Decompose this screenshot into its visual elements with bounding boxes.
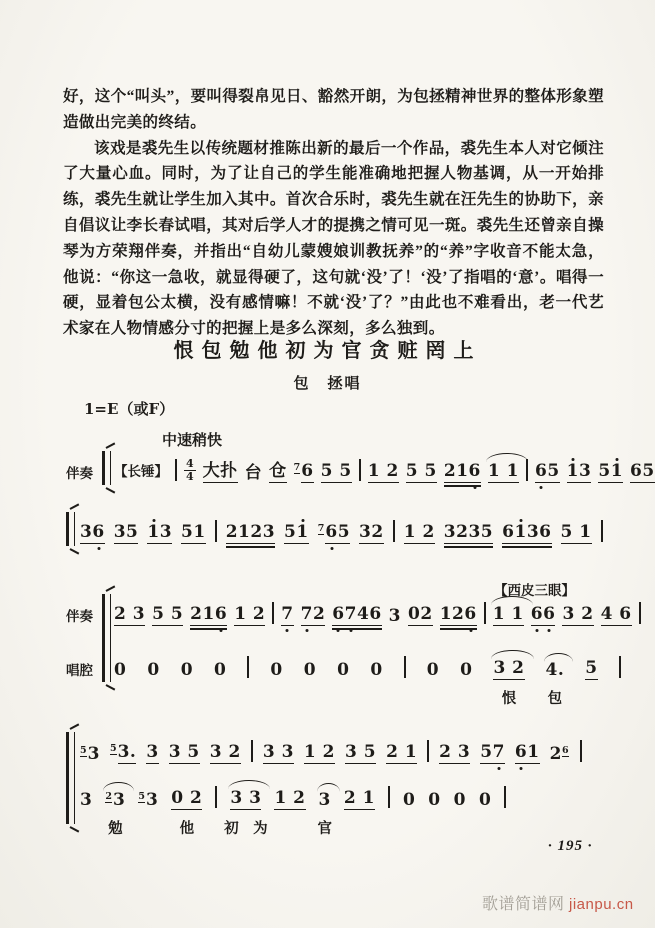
note-group: 0 bbox=[402, 790, 416, 810]
key-signature: 1=E（或F） bbox=[84, 400, 175, 418]
note-group: 4 6 bbox=[601, 606, 632, 626]
slur-arc bbox=[544, 653, 574, 662]
lyric-syllable: 他 bbox=[179, 821, 195, 837]
watermark-site-url: jianpu.cn bbox=[569, 896, 634, 913]
note-group: 5 1 bbox=[561, 524, 592, 544]
lyric-syllable: 官 bbox=[317, 821, 332, 837]
page-number: · 195 · bbox=[548, 838, 593, 854]
slur-arc bbox=[103, 782, 134, 791]
time-signature: 4 4 bbox=[186, 456, 194, 483]
note-group: 0 bbox=[428, 790, 441, 810]
barline bbox=[388, 786, 390, 808]
grace-note: 7 bbox=[293, 461, 301, 473]
note-group: 4. 包 bbox=[546, 662, 565, 680]
barline bbox=[175, 459, 177, 481]
note-group: 216 bbox=[190, 606, 227, 626]
note-group: 6 7 46 bbox=[332, 606, 381, 626]
grace-note: 7 bbox=[317, 522, 325, 534]
grace-note: 6 bbox=[561, 745, 569, 756]
staff-row bbox=[80, 738, 582, 764]
note-group: 0 bbox=[303, 660, 317, 680]
octave-dot-low bbox=[305, 629, 308, 632]
note-group: 5 5 bbox=[406, 463, 437, 483]
octave-dot-high bbox=[301, 519, 304, 522]
note-group: 32 bbox=[359, 524, 384, 544]
note-group: 1 2 bbox=[304, 744, 335, 764]
note-group: 1 2 bbox=[234, 606, 265, 626]
staff-row-伴奏 bbox=[114, 457, 655, 483]
note-group: 51 bbox=[181, 524, 206, 544]
note-group: 2 1 bbox=[386, 744, 417, 764]
note-group: $2^6$ bbox=[549, 744, 569, 764]
note-group: 3 bbox=[80, 790, 93, 810]
lyric-syllable: 包 bbox=[547, 691, 563, 707]
note-group: 0 bbox=[370, 660, 383, 680]
octave-dot-low bbox=[97, 547, 100, 550]
staff-label: 伴奏 bbox=[66, 466, 93, 481]
note-group: 0 bbox=[214, 660, 227, 680]
staff-row bbox=[80, 518, 603, 544]
octave-dot-high bbox=[571, 458, 574, 461]
system-bracket bbox=[66, 512, 75, 546]
octave-dot-high bbox=[519, 519, 522, 522]
note-group: 216 bbox=[444, 463, 481, 483]
note-group: 6 5 bbox=[535, 463, 560, 483]
note-group: 2 3 bbox=[114, 606, 145, 626]
barline bbox=[639, 602, 641, 624]
note-group: 0 bbox=[460, 660, 473, 680]
note-group: 02 bbox=[408, 606, 433, 626]
percussion-pattern-tag: 【长锤】 bbox=[114, 464, 168, 479]
note-group: $^5$3. bbox=[110, 743, 136, 764]
note-group: 2 1 bbox=[344, 790, 375, 810]
note-group: 3 5 bbox=[345, 744, 376, 764]
song-title: 恨包勉他初为官贪赃罔上 bbox=[173, 340, 482, 362]
barline bbox=[526, 459, 528, 481]
note-group: 3 2 bbox=[562, 606, 593, 626]
barline bbox=[215, 786, 217, 808]
staff-label: 伴奏 bbox=[66, 609, 93, 624]
note-group: 3 3 bbox=[263, 744, 294, 764]
note-group: 36 bbox=[80, 524, 105, 544]
note-group: 1 2 bbox=[274, 790, 305, 810]
note-group: 126 bbox=[440, 606, 477, 626]
octave-dot-low bbox=[473, 486, 476, 489]
octave-dot-low bbox=[535, 629, 538, 632]
barline bbox=[404, 656, 406, 678]
note-group: 仓 bbox=[269, 463, 287, 483]
grace-note: 5 bbox=[80, 745, 87, 756]
note-group: 台 bbox=[244, 463, 263, 483]
system-bracket bbox=[102, 594, 111, 682]
barline bbox=[393, 520, 395, 542]
barline bbox=[484, 602, 486, 624]
note-group: 3 bbox=[388, 606, 402, 626]
note-group: 57 bbox=[480, 744, 505, 764]
note-group: 51 bbox=[284, 524, 309, 544]
note-group: 35 bbox=[114, 524, 139, 544]
tempo-marking: 中速稍快 bbox=[162, 433, 223, 449]
barline bbox=[580, 740, 582, 762]
note-group: 3 5 bbox=[169, 744, 200, 764]
octave-dot-low bbox=[286, 629, 289, 632]
note-group: 1 3 bbox=[567, 463, 592, 483]
barline bbox=[251, 740, 253, 762]
note-group: $^5$3 bbox=[138, 790, 159, 810]
note-group: 3 官 bbox=[319, 792, 331, 810]
barline bbox=[427, 740, 429, 762]
note-group: $^7$6 bbox=[294, 462, 314, 483]
banshi-tag: 【西皮三眼】 bbox=[494, 583, 575, 598]
grace-note: 5 bbox=[138, 791, 145, 802]
note-group: 3 2 bbox=[210, 744, 241, 764]
note-group: $^7$6 5 bbox=[318, 523, 350, 544]
lyric-syllable: 恨 bbox=[501, 691, 517, 707]
note-group: 0 bbox=[337, 660, 350, 680]
barline bbox=[601, 520, 603, 542]
barline bbox=[247, 656, 249, 678]
note-group: 0 bbox=[114, 660, 127, 680]
singer-credit: 包 拯唱 bbox=[293, 376, 362, 392]
octave-dot-low bbox=[520, 767, 523, 770]
octave-dot-low bbox=[497, 767, 500, 770]
watermark-site-name: 歌谱简谱网 bbox=[482, 896, 565, 913]
note-group: 0 bbox=[270, 660, 283, 680]
note-group: 5 5 bbox=[152, 606, 183, 626]
note-group: 2 3 bbox=[439, 744, 470, 764]
note-group: 3 3 初 为 bbox=[230, 790, 261, 810]
barline bbox=[272, 602, 274, 624]
note-group: 3235 bbox=[444, 524, 493, 544]
score bbox=[66, 452, 655, 842]
staff-label: 唱腔 bbox=[66, 663, 93, 678]
lyric-syllable: 勉 bbox=[108, 821, 123, 837]
staff-row-唱腔 bbox=[114, 654, 621, 707]
slur-arc bbox=[228, 780, 270, 789]
note-group: 0 2 他 bbox=[171, 787, 203, 837]
note-group: $^2$3 勉 bbox=[105, 791, 125, 810]
paragraph-1: 好，这个“叫头”，要叫得裂帛见日、豁然开朗，为包拯精神世界的整体形象塑造做出完美的终结。 bbox=[63, 88, 605, 131]
barline bbox=[359, 459, 361, 481]
grace-note: 2 bbox=[105, 791, 112, 802]
note-group: 6 1 bbox=[515, 744, 540, 764]
octave-dot-high bbox=[152, 519, 155, 522]
note-group: 1 2 bbox=[368, 463, 399, 483]
grace-note: 5 bbox=[109, 742, 117, 754]
note-group: 5 5 bbox=[321, 463, 352, 483]
note-group: 3 bbox=[146, 744, 158, 764]
note-group: 7 2 bbox=[301, 606, 326, 626]
note-group: 61 36 bbox=[502, 524, 551, 544]
note-group: 6 6 bbox=[531, 606, 556, 626]
body-text bbox=[63, 84, 604, 342]
octave-dot-low bbox=[337, 629, 340, 632]
octave-dot-low bbox=[330, 547, 333, 550]
barline bbox=[504, 786, 506, 808]
note-group: 5 bbox=[585, 660, 597, 680]
staff-row bbox=[80, 784, 506, 837]
note-group: 0 bbox=[147, 660, 160, 680]
note-group: 1 1 bbox=[493, 606, 524, 626]
note-group: 0 bbox=[478, 790, 492, 810]
note-group: 65 bbox=[630, 463, 655, 483]
note-group: 3 2 恨 bbox=[493, 660, 524, 680]
lyric-syllable: 初 为 bbox=[224, 821, 268, 837]
paragraph-2: 该戏是裘先生以传统题材推陈出新的最后一个作品，裘先生本人对它倾注了大量心血。同时，为了让自己的学生能准确地把握人物基调，从一开始排练，裘先生就让学生加入其中。首次合乐时，裘先生就在汪先生的协助下，亲自倡议让李长春试唱，其对后学人才的提携之情可见一斑。裘先生还曾亲自操琴为方荣翔伴奏，并指出“自幼儿蒙嫂娘训教抚养”的“养”字收音不能太急，他说：“你这一急收，就显得硬了，这句就‘没’了！‘没’了指唱的‘意’。唱得一硬，显着包公太横，没有感情嘛！不就‘没’了？”由此也不难看出，老一代艺术家在人物情感分寸的把握上是多么深刻，多么独到。 bbox=[63, 139, 604, 338]
octave-dot-low bbox=[220, 629, 223, 632]
note-group: 1 3 bbox=[147, 524, 172, 544]
system-bracket bbox=[66, 732, 75, 824]
slur-arc bbox=[317, 783, 340, 792]
octave-dot-low bbox=[540, 486, 543, 489]
note-group: 2123 bbox=[226, 524, 275, 544]
system-bracket bbox=[102, 451, 111, 485]
note-group: $^5$3 bbox=[80, 744, 100, 764]
slur-arc bbox=[491, 596, 533, 605]
note-group: 0 bbox=[453, 790, 466, 810]
barline bbox=[619, 656, 621, 678]
octave-dot-low bbox=[349, 629, 352, 632]
note-group: 1 1 bbox=[488, 463, 519, 483]
note-group: 0 bbox=[180, 660, 194, 680]
octave-dot-low bbox=[548, 629, 551, 632]
note-group: 大扑 bbox=[203, 463, 238, 483]
barline bbox=[215, 520, 217, 542]
note-group: 7 bbox=[281, 606, 293, 626]
note-group: 1 2 bbox=[404, 524, 435, 544]
staff-row-伴奏 bbox=[114, 600, 641, 626]
note-group: 0 bbox=[426, 660, 440, 680]
slur-arc bbox=[486, 453, 528, 462]
watermark bbox=[482, 891, 634, 914]
note-group: 51 bbox=[598, 463, 623, 483]
octave-dot-high bbox=[615, 458, 618, 461]
slur-arc bbox=[491, 650, 533, 659]
octave-dot-low bbox=[469, 629, 472, 632]
